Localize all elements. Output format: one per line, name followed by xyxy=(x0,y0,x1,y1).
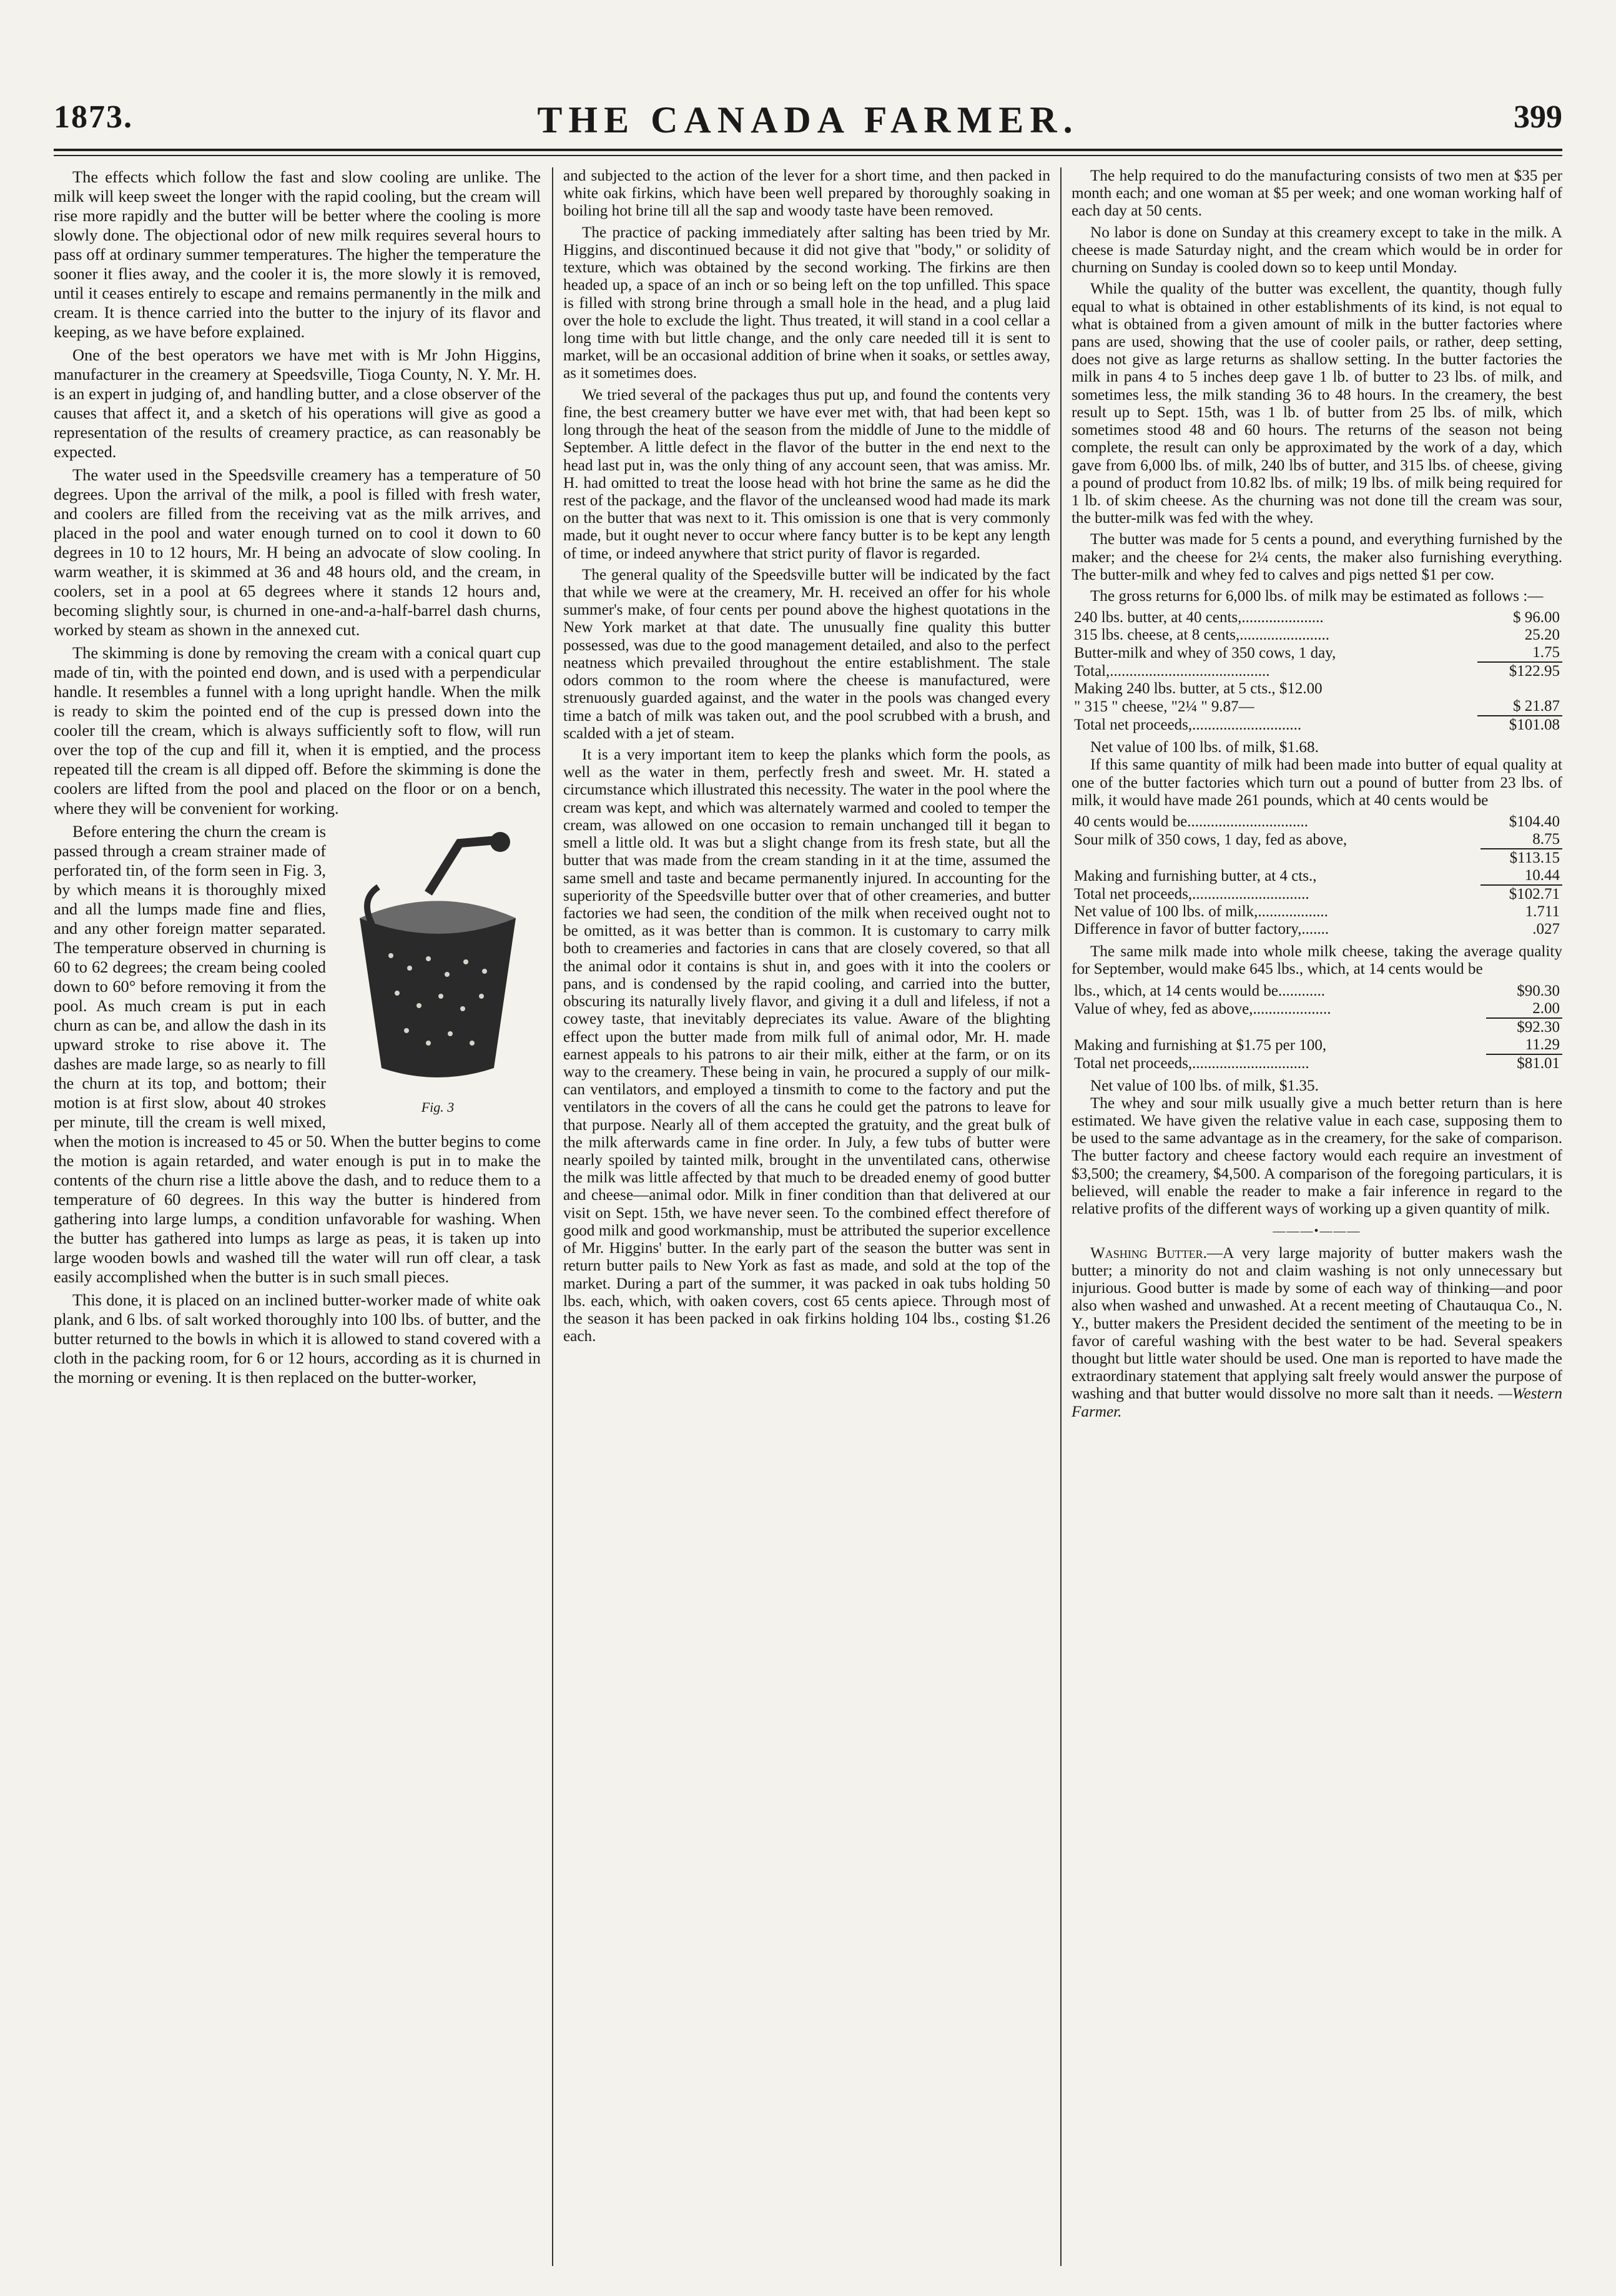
paragraph: While the quality of the butter was excellent, the quantity, though fully equal to what is obtained in other establishments of its kind, is not equal to what is obtained from a given amount of milk in the butter factories where pans are used, showing that the use of cooler pails, or rather, deep setting, does not give as large returns as shallow setting. In the butter factories the milk in pans 4 to 5 inches deep gave 1 lb. of butter to 23 lbs. of milk, and sometimes less, the milk standing 36 to 48 hours. In the creamery, the best result up to Sept. 15th, was 1 lb. of butter from 25 lbs. of milk, which sometimes stood 48 and 60 hours. The returns of the season not being complete, the result can only be approximated by the work of a day, which gave from 6,000 lbs. of milk, 240 lbs of butter, and 315 lbs. of cheese, giving a pound of product from 10.82 lbs. of milk; 19 lbs. of milk being required for 1 lb. of skim cheese. As the churning was not done till the cream was sour, the butter-milk was fed with the whey. xyxy=(1072,280,1562,527)
row-amount: $102.71 xyxy=(1481,885,1562,903)
source-attribution: —Western Farmer. xyxy=(1072,1385,1562,1420)
table-row xyxy=(1072,813,1562,831)
row-amount: $81.01 xyxy=(1486,1054,1562,1072)
paragraph: No labor is done on Sunday at this creamery except to take in the milk. A cheese is made Saturday night, and the cream which would be in order for churning on Sunday is cooled down so to keep until Monday. xyxy=(1072,224,1562,277)
column-divider-2 xyxy=(1060,167,1062,2266)
row-label: Total net proceeds,.............................. xyxy=(1074,886,1309,903)
net-value-note: Net value of 100 lbs. of milk, $1.68. xyxy=(1090,739,1319,756)
table-row xyxy=(1072,1018,1562,1036)
table-row xyxy=(1072,903,1562,921)
row-amount: $90.30 xyxy=(1517,982,1560,999)
paragraph: It is a very important item to keep the planks which form the pools, as well as the water in them, perfectly fresh and sweet. Mr. H. stated a circumstance which illustrated this necessity. The water in the pool where the cream was kept, and which was alternately warmed and cooled to temper the cream, was allowed on one occasion to remain unchanged till it began to smell a little old. It was but a slight change from its fresh state, but all the butter that was made from the cream standing in it at the time, assumed the same smell and taste and became permanently injured. In accounting for the superiority of the Speedsville butter over that of other creameries, and butter factories we had seen, the condition of the milk when received ought not to be omitted, as it was better than is common. It is customary to carry milk both to creameries and factories in cans that are closely covered, so that all the animal odor it contains is shut in, and goes with it into the coolers or pans, and is condensed by the rapid cooling, and carried into the butter, obscuring its naturally lively flavor, and giving it a dull and lifeless, if not a cowey taste, that inevitably depreciates its value. Aware of the blighting effect upon the butter made from milk full of animal odor, Mr. H. made earnest appeals to his patrons to air their milk, either at the farm, or on its way to the creamery. These being in vain, he procured a supply of our milk-can ventilators, and employed a tinsmith to come to the factory and put the ventilators in the covers of all the cans he could get the patrons to leave for that purpose. Nearly all of them accepted the gratuity, and the great bulk of the milk afterwards came in fine order. In July, a few tubs of butter were nearly spoiled by tainted milk, brought in the unventilated cans, otherwise the milk was little affected by that much to be dreaded enemy of good butter and cheese—animal odor. Milk in finer condition than that delivered at our visit on Sept. 15th, we have never seen. To the combined effect therefore of good milk and good workmanship, must be attributed the superior excellence of Mr. Higgins' butter. In the early part of the season the butter was sent in return butter pails to New York as fast as made, and sold at the top of the market. During a part of the summer, it was packed in oak tubs holding 50 lbs. each, which, with oaken covers, cost 65 cents apiece. Through most of the season it has been packed in oak firkins holding 104 lbs., costing $1.26 each. xyxy=(563,746,1050,1345)
paragraph: This done, it is placed on an inclined butter-worker made of white oak plank, and 6 lbs. of salt worked thoroughly into 100 lbs. of butter, and the butter returned to the bowls in which it is allowed to stand covered with a cloth in the packing room, for 6 or 12 hours, according as it is churned in the morning or evening. It is then replaced on the butter-worker, xyxy=(54,1290,541,1387)
row-label: Value of whey, fed as above,.................... xyxy=(1074,1000,1331,1017)
table-row xyxy=(1072,831,1562,849)
row-label: Difference in favor of butter factory,....... xyxy=(1074,921,1329,938)
row-amount: 2.00 xyxy=(1532,999,1560,1017)
row-amount: $ 96.00 xyxy=(1513,609,1560,626)
table-row xyxy=(1072,867,1562,885)
paragraph: The skimming is done by removing the cream with a conical quart cup made of tin, with the pointed end down, and is used with a perpendicular handle. It resembles a funnel with a long upright handle. When the milk is ready to skim the pointed end of the cup is pressed down into the cooler till the cream, which is always sufficiently soft to flow, will run over the top of the cup and fill it, when it is emptied, and the process repeated till the cream is all dipped off. Before the skimming is done the coolers are lifted from the pool and placed on the floor or on a bench, where they will be convenient for working. xyxy=(54,643,541,818)
row-label: 240 lbs. butter, at 40 cents,..................... xyxy=(1074,609,1324,626)
row-amount: 10.44 xyxy=(1524,867,1560,884)
row-amount: 25.20 xyxy=(1524,626,1560,644)
table-row xyxy=(1072,982,1562,1000)
paragraph: Before entering the churn the cream is passed through a cream strainer made of perforated tin, of the form seen in Fig. 3, by which means it is thoroughly mixed and all the lumps made fine and flies, and any other foreign matter separated. The temperature observed in churning is 60 to 62 degrees; the cream being cooled down to 60° before removing it from the pool. As much cream is put in each churn as can be, and allow the dash in its upward stroke to rise above it. The dashes are made large, so as nearly to fill the churn at its top, and bottom; their motion is at first slow, about 40 strokes per minute, till the cream is well mixed, when the motion is increased to 45 or 50. When the butter begins to come the motion is again retarded, and water enough is put in to make the contents of the churn rise a little above the dash, and to reduce them to a temperature of 60 degrees. In this way the butter is hindered from gathering into large lumps, a condition unfavorable for washing. When the butter has gathered into lumps as large as peas, it is taken up into large wooden bowls and washed till the water will run off clear, a task easily accomplished when the butter is in such small pieces. xyxy=(54,821,541,1286)
washing-heading: Washing Butter. xyxy=(1090,1244,1207,1262)
row-label: Butter-milk and whey of 350 cows, 1 day, xyxy=(1074,645,1336,662)
row-amount: $101.08 xyxy=(1477,716,1562,734)
row-label: Making and furnishing butter, at 4 cts., xyxy=(1074,868,1317,885)
row-label: Net value of 100 lbs. of milk,.................. xyxy=(1074,903,1328,921)
row-label: Total net proceeds,............................ xyxy=(1074,716,1302,734)
paragraph: The gross returns for 6,000 lbs. of milk may be estimated as follows :— xyxy=(1090,588,1544,605)
column-1 xyxy=(54,167,541,2272)
row-label xyxy=(1072,849,1481,867)
paragraph: The same milk made into whole milk cheese, taking the average quality for September, would make 645 lbs., which, at 14 cents would be xyxy=(1072,943,1562,978)
row-amount: $113.15 xyxy=(1481,849,1562,867)
column-2 xyxy=(563,167,1050,2272)
row-label xyxy=(1072,1018,1486,1036)
washing-butter-paragraph xyxy=(1072,1245,1562,1421)
column-3 xyxy=(1072,167,1562,2272)
table-row xyxy=(1072,644,1562,662)
table-row xyxy=(1072,609,1562,626)
cream-strainer-figure xyxy=(335,824,541,1118)
net-value-note: Net value of 100 lbs. of milk, $1.35. xyxy=(1090,1077,1319,1094)
header-year: 1873. xyxy=(54,99,133,135)
masthead xyxy=(54,99,1562,155)
paragraph: We tried several of the packages thus put up, and found the contents very fine, the best creamery butter we have ever met with, that had been kept so long through the heat of the season from the middle of June to the middle of September. A little defect in the flavor of the butter in the end next to the head last put in, was the only thing of any account seen, that was amiss. Mr. H. had omitted to treat the loose head with hot brine the same as he did the rest of the package, and the flavor of the uncleansed wood had made its mark on the butter that was next to it. This omission is one that is very commonly made, but it ought never to occur where fancy butter is to be kept any length of time, or indeed anywhere that strict purity of flavor is regarded. xyxy=(563,386,1050,562)
table-row xyxy=(1072,698,1562,716)
washing-text: —A very large majority of butter makers wash the butter; a minority do not and claim washing is not only unnecessary but injurious. Good butter is made by some of each way of thinking—and poor also when washed and unwashed. At a recent meeting of Chautauqua Co., N. Y., butter makers the President decided the sentiment of the meeting to be in favor of careful washing with the best water to be had. Several speakers thought but little water should be used. One man is reported to have made the extraordinary statement that applying salt freely would answer the purpose of washing and that butter would dissolve no more salt than it needs. xyxy=(1072,1244,1562,1403)
paragraph: The general quality of the Speedsville butter will be indicated by the fact that while we were at the creamery, Mr. H. received an offer for his whole summer's make, of four cents per pound above the highest quotations in the New York market at that date. The unusually fine quality this butter possessed, was due to the good management detailed, and also to the perfect neatness which prevailed throughout the entire establishment. The stale odors common to the room where the cheese is manufactured, were strenuously guarded against, and the water in the pools was changed every time a batch of milk was taken out, and the pool scrubbed with a brush, and scalded with a jet of steam. xyxy=(563,566,1050,742)
table-row xyxy=(1072,1054,1562,1072)
row-amount: 1.75 xyxy=(1532,644,1560,661)
table-row xyxy=(1072,849,1562,867)
row-amount: 8.75 xyxy=(1532,831,1560,848)
row-amount: $ 21.87 xyxy=(1513,698,1560,715)
row-label: Sour milk of 350 cows, 1 day, fed as above, xyxy=(1074,831,1347,849)
table-row xyxy=(1072,680,1562,698)
section-separator: ———•——— xyxy=(1273,1224,1361,1239)
row-label: 40 cents would be............................... xyxy=(1074,813,1308,831)
header-rule-thick xyxy=(54,149,1562,151)
paragraph: One of the best operators we have met with is Mr John Higgins, manufacturer in the creamery at Speedsville, Tioga County, N. Y. Mr. H. is an expert in judging of, and handling butter, and a close observer of the causes that affect it, and a sketch of his operations will give as good a representation of the results of creamery practice, as can reasonably be expected. xyxy=(54,345,541,462)
row-label: Total net proceeds,.............................. xyxy=(1074,1054,1309,1072)
table-row xyxy=(1072,885,1562,903)
row-label: 315 lbs. cheese, at 8 cents,....................... xyxy=(1074,626,1329,644)
table-row xyxy=(1072,1000,1562,1018)
paragraph: The practice of packing immediately after salting has been tried by Mr. Higgins, and discontinued because it did not give that "body," or solidity of texture, which was obtained by the second working. The firkins are then headed up, a space of an inch or so being left on the top unfilled. This space is filled with strong brine through a small hole in the head, and a plug laid over the hole to exclude the light. Thus treated, it will stand in a cool cellar a long time with but little change, and the only care needed till it is sent to market, will be an occasional addition of brine when it soaks, or settles away, as it sometimes does. xyxy=(563,224,1050,382)
row-label: Total,......................................... xyxy=(1074,663,1270,680)
table-row xyxy=(1072,921,1562,938)
header-title: THE CANADA FARMER. xyxy=(537,99,1079,141)
paragraph: The effects which follow the fast and slow cooling are unlike. The milk will keep sweet the longer with the rapid cooling, but the cream will rise more rapidly and the butter will be better where the cooling is more slowly done. The objectional odor of new milk requires several hours to pass off at ordinary summer temperatures. The higher the temperature the sooner it flies away, and the cooler it is, the more slowly it is removed, until it ceases entirely to escape and remains permanently in the milk and cream. It is thence carried into the butter to the injury of its flavor and keeping, as we have before explained. xyxy=(54,167,541,342)
cheese-table xyxy=(1072,982,1562,1072)
row-amount: $122.95 xyxy=(1477,662,1562,680)
row-amount: .027 xyxy=(1532,921,1560,938)
paragraph: The water used in the Speedsville creamery has a temperature of 50 degrees. Upon the arrival of the milk, a pool is filled with fresh water, and coolers are filled from the receiving vat as the milk arrives, and placed in the pool and water enough turned on to cool it down to 60 degrees in 10 to 12 hours, Mr. H being an advocate of slow cooling. In warm weather, it is skimmed at 36 and 48 hours old, and the cream, in coolers, set in a pool at 65 degrees where it stands 12 hours and, becoming slightly sour, is churned in one-and-a-half-barrel dash churns, worked by steam as shown in the annexed cut. xyxy=(54,465,541,640)
table-row xyxy=(1072,1036,1562,1054)
row-label: " 315 " cheese, "2¼ " 9.87— xyxy=(1074,698,1254,716)
row-label: Making 240 lbs. butter, at 5 cts., $12.00 xyxy=(1074,680,1323,698)
paragraph: The whey and sour milk usually give a much better return than is here estimated. We have given the relative value in each case, supposing them to be used to the same advantage as in the creamery, for the sake of comparison. The butter factory and cheese factory would each require an investment of $3,500; the creamery, $4,500. A comparison of the foregoing particulars, it is believed, will enable the reader to make a fair inference in regard to the relative profits of the different ways of working up a given quantity of milk. xyxy=(1072,1094,1562,1218)
table-row xyxy=(1072,716,1562,734)
factory-table xyxy=(1072,813,1562,938)
row-amount xyxy=(1477,680,1562,698)
row-label: Making and furnishing at $1.75 per 100, xyxy=(1074,1036,1327,1054)
row-amount: $104.40 xyxy=(1509,813,1560,831)
row-amount: 1.711 xyxy=(1525,903,1560,921)
row-amount: $92.30 xyxy=(1486,1018,1562,1036)
table-row xyxy=(1072,662,1562,680)
paragraph: If this same quantity of milk had been made into butter of equal quality at one of the butter factories which turn out a pound of butter from 23 lbs. of milk, it would have made 261 pounds, which at 40 cents would be xyxy=(1072,756,1562,809)
cream-strainer-illustration xyxy=(335,824,541,1093)
table-row xyxy=(1072,626,1562,644)
header-rule-thin xyxy=(54,155,1562,156)
row-label: lbs., which, at 14 cents would be............ xyxy=(1074,982,1326,999)
figure-caption: Fig. 3 xyxy=(421,1099,455,1115)
paragraph: and subjected to the action of the lever for a short time, and then packed in white oak firkins, which have been well prepared by thoroughly soaking in boiling hot brine till all the sap and woody taste have been removed. xyxy=(563,167,1050,220)
column-divider-1 xyxy=(552,167,553,2266)
returns-table xyxy=(1072,609,1562,734)
paragraph: The butter was made for 5 cents a pound, and everything furnished by the maker; and the cheese for 2¼ cents, the maker also furnishing everything. The butter-milk and whey fed to calves and pigs netted $1 per cow. xyxy=(1072,531,1562,583)
row-amount: 11.29 xyxy=(1525,1036,1560,1053)
paragraph: The help required to do the manufacturing consists of two men at $35 per month each; and one woman at $5 per week; and one woman working half of each day at 50 cents. xyxy=(1072,167,1562,220)
header-page-number: 399 xyxy=(1514,99,1562,135)
